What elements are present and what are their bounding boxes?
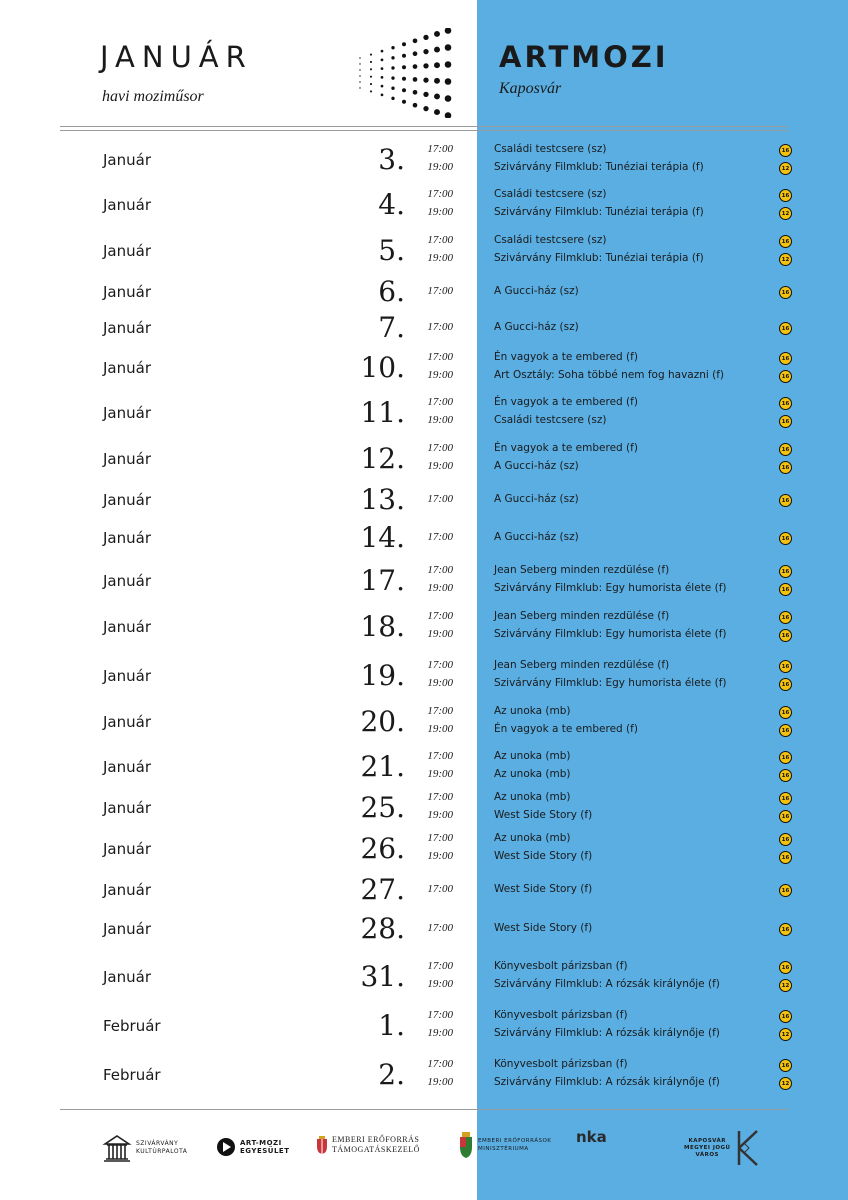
logo-dot: [445, 28, 452, 34]
dots-logo: [355, 28, 455, 118]
show-time: 17:00: [427, 791, 453, 803]
logo-dot: [370, 61, 372, 63]
age-rating-badge: 16: [779, 370, 792, 383]
logo-dot: [391, 56, 394, 59]
logo-dot: [391, 97, 394, 100]
row-day: 6.: [378, 275, 405, 308]
logo-dot: [445, 78, 452, 85]
show-time: 19:00: [427, 850, 453, 862]
kulturpalota-text: SZIVÁRVÁNY KULTÚRPALOTA: [136, 1140, 188, 1155]
film-title: Szivárvány Filmklub: A rózsák királynője (f): [494, 978, 720, 990]
row-day: 7.: [378, 311, 405, 344]
film-title: Szivárvány Filmklub: Tunéziai terápia (f): [494, 161, 704, 173]
artmozi-line2: EGYESÜLET: [240, 1147, 290, 1155]
film-title: Az unoka (mb): [494, 832, 571, 844]
row-month: Január: [103, 404, 151, 422]
row-day: 18.: [360, 610, 405, 643]
age-rating-badge: 12: [779, 253, 792, 266]
show-time: 19:00: [427, 1027, 453, 1039]
film-title: Én vagyok a te embered (f): [494, 351, 638, 363]
logo-dot: [391, 76, 394, 79]
row-month: Január: [103, 667, 151, 685]
logo-dot: [402, 42, 406, 46]
logo-dot: [359, 69, 360, 70]
artmozi-line1: ART-MOZI: [240, 1139, 282, 1147]
logo-dot: [434, 62, 440, 68]
month-subtitle: havi moziműsor: [102, 88, 204, 105]
logo-dot: [402, 77, 406, 81]
age-rating-badge: 16: [779, 189, 792, 202]
logo-dot: [434, 109, 440, 115]
age-rating-badge: 16: [779, 833, 792, 846]
film-title: Szivárvány Filmklub: Tunéziai terápia (f): [494, 206, 704, 218]
show-time: 19:00: [427, 582, 453, 594]
kaposvar-line3: VÁROS: [695, 1151, 720, 1158]
row-day: 28.: [360, 912, 405, 945]
month-title: JANUÁR: [100, 40, 253, 74]
film-title: West Side Story (f): [494, 883, 593, 895]
row-month: Január: [103, 618, 151, 636]
show-time: 17:00: [427, 396, 453, 408]
cinema-city: Kaposvár: [499, 80, 562, 97]
logo-dot: [434, 93, 440, 99]
row-month: Január: [103, 196, 151, 214]
row-month: Február: [103, 1017, 161, 1035]
film-title: Családi testcsere (sz): [494, 143, 607, 155]
sponsor-footer: [0, 1125, 848, 1185]
row-month: Január: [103, 319, 151, 337]
film-title: West Side Story (f): [494, 850, 593, 862]
age-rating-badge: 16: [779, 792, 792, 805]
show-time: 17:00: [427, 659, 453, 671]
film-title: Könyvesbolt párizsban (f): [494, 1009, 628, 1021]
row-day: 21.: [360, 750, 405, 783]
logo-dot: [381, 85, 384, 88]
show-time: 17:00: [427, 531, 453, 543]
film-title: Szivárvány Filmklub: A rózsák királynője (f): [494, 1076, 720, 1088]
logo-dot: [423, 35, 428, 40]
row-month: Január: [103, 283, 151, 301]
film-title: Családi testcsere (sz): [494, 188, 607, 200]
logo-dot: [413, 90, 418, 95]
age-rating-badge: 16: [779, 397, 792, 410]
age-rating-badge: 16: [779, 923, 792, 936]
row-month: Január: [103, 529, 151, 547]
film-title: Szivárvány Filmklub: Egy humorista élete (f): [494, 677, 727, 689]
row-day: 12.: [360, 442, 405, 475]
film-title: Szivárvány Filmklub: A rózsák királynője (f): [494, 1027, 720, 1039]
age-rating-badge: 12: [779, 979, 792, 992]
logo-dot: [381, 59, 384, 62]
nka-logo: [576, 1128, 607, 1146]
logo-dot: [423, 49, 428, 54]
row-month: Január: [103, 968, 151, 986]
age-rating-badge: 16: [779, 144, 792, 157]
logo-dot: [391, 66, 394, 69]
age-rating-badge: 16: [779, 961, 792, 974]
show-time: 17:00: [427, 143, 453, 155]
k-emblem-icon: [735, 1129, 761, 1167]
film-title: Családi testcsere (sz): [494, 414, 607, 426]
show-time: 17:00: [427, 321, 453, 333]
show-time: 17:00: [427, 960, 453, 972]
logo-dot: [445, 61, 452, 68]
logo-dot: [391, 46, 394, 49]
age-rating-badge: 16: [779, 565, 792, 578]
show-time: 19:00: [427, 809, 453, 821]
logo-dot: [423, 92, 428, 97]
row-month: Január: [103, 359, 151, 377]
coat-of-arms-icon: [316, 1135, 328, 1155]
age-rating-badge: 12: [779, 207, 792, 220]
show-time: 19:00: [427, 723, 453, 735]
show-time: 19:00: [427, 206, 453, 218]
film-title: Jean Seberg minden rezdülése (f): [494, 659, 670, 671]
age-rating-badge: 16: [779, 443, 792, 456]
kaposvar-logo: [684, 1129, 761, 1167]
logo-dot: [413, 51, 418, 56]
row-day: 1.: [378, 1009, 405, 1042]
film-title: A Gucci-ház (sz): [494, 460, 579, 472]
age-rating-badge: 16: [779, 532, 792, 545]
row-day: 5.: [378, 234, 405, 267]
logo-dot: [445, 112, 452, 118]
logo-dot: [391, 87, 394, 90]
age-rating-badge: 16: [779, 286, 792, 299]
show-time: 17:00: [427, 234, 453, 246]
header-divider-secondary: [60, 130, 788, 131]
age-rating-badge: 16: [779, 583, 792, 596]
age-rating-badge: 16: [779, 724, 792, 737]
show-time: 19:00: [427, 677, 453, 689]
logo-dot: [434, 47, 440, 53]
logo-dot: [413, 103, 418, 108]
show-time: 19:00: [427, 252, 453, 264]
show-time: 17:00: [427, 883, 453, 895]
age-rating-badge: 16: [779, 494, 792, 507]
show-time: 17:00: [427, 493, 453, 505]
header-divider: [60, 126, 788, 127]
logo-dot: [434, 31, 440, 37]
emet-logo: [316, 1135, 420, 1155]
show-time: 17:00: [427, 832, 453, 844]
logo-dot: [370, 54, 372, 56]
row-day: 13.: [360, 483, 405, 516]
logo-dot: [370, 76, 372, 78]
age-rating-badge: 16: [779, 629, 792, 642]
logo-dot: [381, 67, 384, 70]
row-day: 19.: [360, 659, 405, 692]
show-time: 17:00: [427, 1009, 453, 1021]
age-rating-badge: 16: [779, 851, 792, 864]
row-day: 3.: [378, 143, 405, 176]
show-time: 17:00: [427, 610, 453, 622]
footer-divider: [60, 1109, 788, 1110]
film-title: Szivárvány Filmklub: Egy humorista élete (f): [494, 582, 727, 594]
show-time: 17:00: [427, 351, 453, 363]
film-title: Az unoka (mb): [494, 768, 571, 780]
emmi-line2: MINISZTÉRIUMA: [478, 1146, 529, 1152]
logo-dot: [359, 87, 360, 88]
film-title: Én vagyok a te embered (f): [494, 723, 638, 735]
age-rating-badge: 16: [779, 1010, 792, 1023]
logo-dot: [413, 77, 418, 82]
logo-dot: [423, 63, 428, 68]
film-title: A Gucci-ház (sz): [494, 493, 579, 505]
kaposvar-line1: KAPOSVÁR: [688, 1137, 727, 1144]
row-month: Január: [103, 840, 151, 858]
row-month: Január: [103, 713, 151, 731]
age-rating-badge: 16: [779, 884, 792, 897]
age-rating-badge: 16: [779, 352, 792, 365]
show-time: 17:00: [427, 188, 453, 200]
show-time: 17:00: [427, 1058, 453, 1070]
logo-dot: [381, 50, 384, 53]
film-title: Családi testcsere (sz): [494, 234, 607, 246]
logo-dot: [413, 38, 418, 43]
logo-dot: [381, 94, 384, 97]
cinema-title: ARTMOZI: [499, 40, 669, 74]
film-title: West Side Story (f): [494, 809, 593, 821]
logo-dot: [359, 63, 360, 64]
age-rating-badge: 16: [779, 415, 792, 428]
show-time: 19:00: [427, 768, 453, 780]
age-rating-badge: 12: [779, 1077, 792, 1090]
show-time: 19:00: [427, 369, 453, 381]
row-month: Január: [103, 242, 151, 260]
age-rating-badge: 16: [779, 322, 792, 335]
show-time: 19:00: [427, 628, 453, 640]
logo-dot: [381, 76, 384, 79]
film-title: Én vagyok a te embered (f): [494, 396, 638, 408]
row-day: 25.: [360, 791, 405, 824]
film-title: Az unoka (mb): [494, 791, 571, 803]
row-month: Január: [103, 881, 151, 899]
age-rating-badge: 16: [779, 706, 792, 719]
row-day: 11.: [360, 396, 405, 429]
logo-dot: [445, 95, 452, 102]
row-month: Január: [103, 450, 151, 468]
emmi-line1: EMBERI ERŐFORRÁSOK: [478, 1138, 552, 1144]
logo-dot: [370, 83, 372, 85]
show-time: 19:00: [427, 460, 453, 472]
film-title: West Side Story (f): [494, 922, 593, 934]
logo-dot: [413, 64, 418, 69]
age-rating-badge: 16: [779, 461, 792, 474]
row-day: 10.: [360, 351, 405, 384]
film-title: Jean Seberg minden rezdülése (f): [494, 610, 670, 622]
age-rating-badge: 12: [779, 1028, 792, 1041]
logo-dot: [423, 106, 428, 111]
age-rating-badge: 16: [779, 751, 792, 764]
film-title: Én vagyok a te embered (f): [494, 442, 638, 454]
logo-dot: [423, 77, 428, 82]
logo-dot: [370, 68, 372, 70]
film-title: Jean Seberg minden rezdülése (f): [494, 564, 670, 576]
logo-dot: [445, 44, 452, 51]
kulturpalota-logo: [102, 1133, 188, 1163]
logo-dot: [359, 57, 360, 58]
row-day: 4.: [378, 188, 405, 221]
film-title: Az unoka (mb): [494, 705, 571, 717]
film-title: A Gucci-ház (sz): [494, 285, 579, 297]
building-icon: [102, 1133, 132, 1163]
show-time: 19:00: [427, 414, 453, 426]
age-rating-badge: 16: [779, 678, 792, 691]
row-month: Január: [103, 799, 151, 817]
film-title: Az unoka (mb): [494, 750, 571, 762]
artmozi-logo: [216, 1137, 289, 1157]
logo-dot: [359, 81, 360, 82]
show-time: 17:00: [427, 564, 453, 576]
show-time: 17:00: [427, 442, 453, 454]
show-time: 19:00: [427, 978, 453, 990]
row-month: Január: [103, 920, 151, 938]
age-rating-badge: 16: [779, 235, 792, 248]
age-rating-badge: 12: [779, 162, 792, 175]
age-rating-badge: 16: [779, 1059, 792, 1072]
show-time: 19:00: [427, 1076, 453, 1088]
play-icon: [216, 1137, 236, 1157]
film-title: Könyvesbolt párizsban (f): [494, 960, 628, 972]
show-time: 17:00: [427, 922, 453, 934]
row-day: 27.: [360, 873, 405, 906]
show-time: 17:00: [427, 750, 453, 762]
film-title: A Gucci-ház (sz): [494, 321, 579, 333]
logo-dot: [402, 88, 406, 92]
row-month: Február: [103, 1066, 161, 1084]
logo-dot: [434, 78, 440, 84]
emet-line1: EMBERI ERŐFORRÁS: [332, 1135, 420, 1144]
nka-text: nka: [576, 1128, 607, 1146]
row-month: Január: [103, 572, 151, 590]
age-rating-badge: 16: [779, 660, 792, 673]
film-title: Könyvesbolt párizsban (f): [494, 1058, 628, 1070]
age-rating-badge: 16: [779, 611, 792, 624]
coat-of-arms-icon: [458, 1131, 474, 1159]
row-month: Január: [103, 491, 151, 509]
row-day: 26.: [360, 832, 405, 865]
emmi-logo: [458, 1131, 551, 1159]
row-day: 14.: [360, 521, 405, 554]
age-rating-badge: 16: [779, 769, 792, 782]
logo-dot: [402, 54, 406, 58]
film-title: Art Osztály: Soha többé nem fog havazni (f): [494, 369, 725, 381]
row-day: 20.: [360, 705, 405, 738]
logo-dot: [370, 90, 372, 92]
row-month: Január: [103, 151, 151, 169]
age-rating-badge: 16: [779, 810, 792, 823]
film-title: Szivárvány Filmklub: Egy humorista élete (f): [494, 628, 727, 640]
row-month: Január: [103, 758, 151, 776]
emet-line2: TÁMOGATÁSKEZELŐ: [332, 1145, 420, 1154]
row-day: 31.: [360, 960, 405, 993]
film-title: Szivárvány Filmklub: Tunéziai terápia (f): [494, 252, 704, 264]
row-day: 2.: [378, 1058, 405, 1091]
show-time: 17:00: [427, 285, 453, 297]
row-day: 17.: [360, 564, 405, 597]
kaposvar-line2: MEGYEI JOGÚ: [684, 1144, 731, 1151]
logo-dot: [359, 75, 360, 76]
logo-dot: [402, 65, 406, 69]
show-time: 17:00: [427, 705, 453, 717]
show-time: 19:00: [427, 161, 453, 173]
film-title: A Gucci-ház (sz): [494, 531, 579, 543]
logo-dot: [402, 100, 406, 104]
